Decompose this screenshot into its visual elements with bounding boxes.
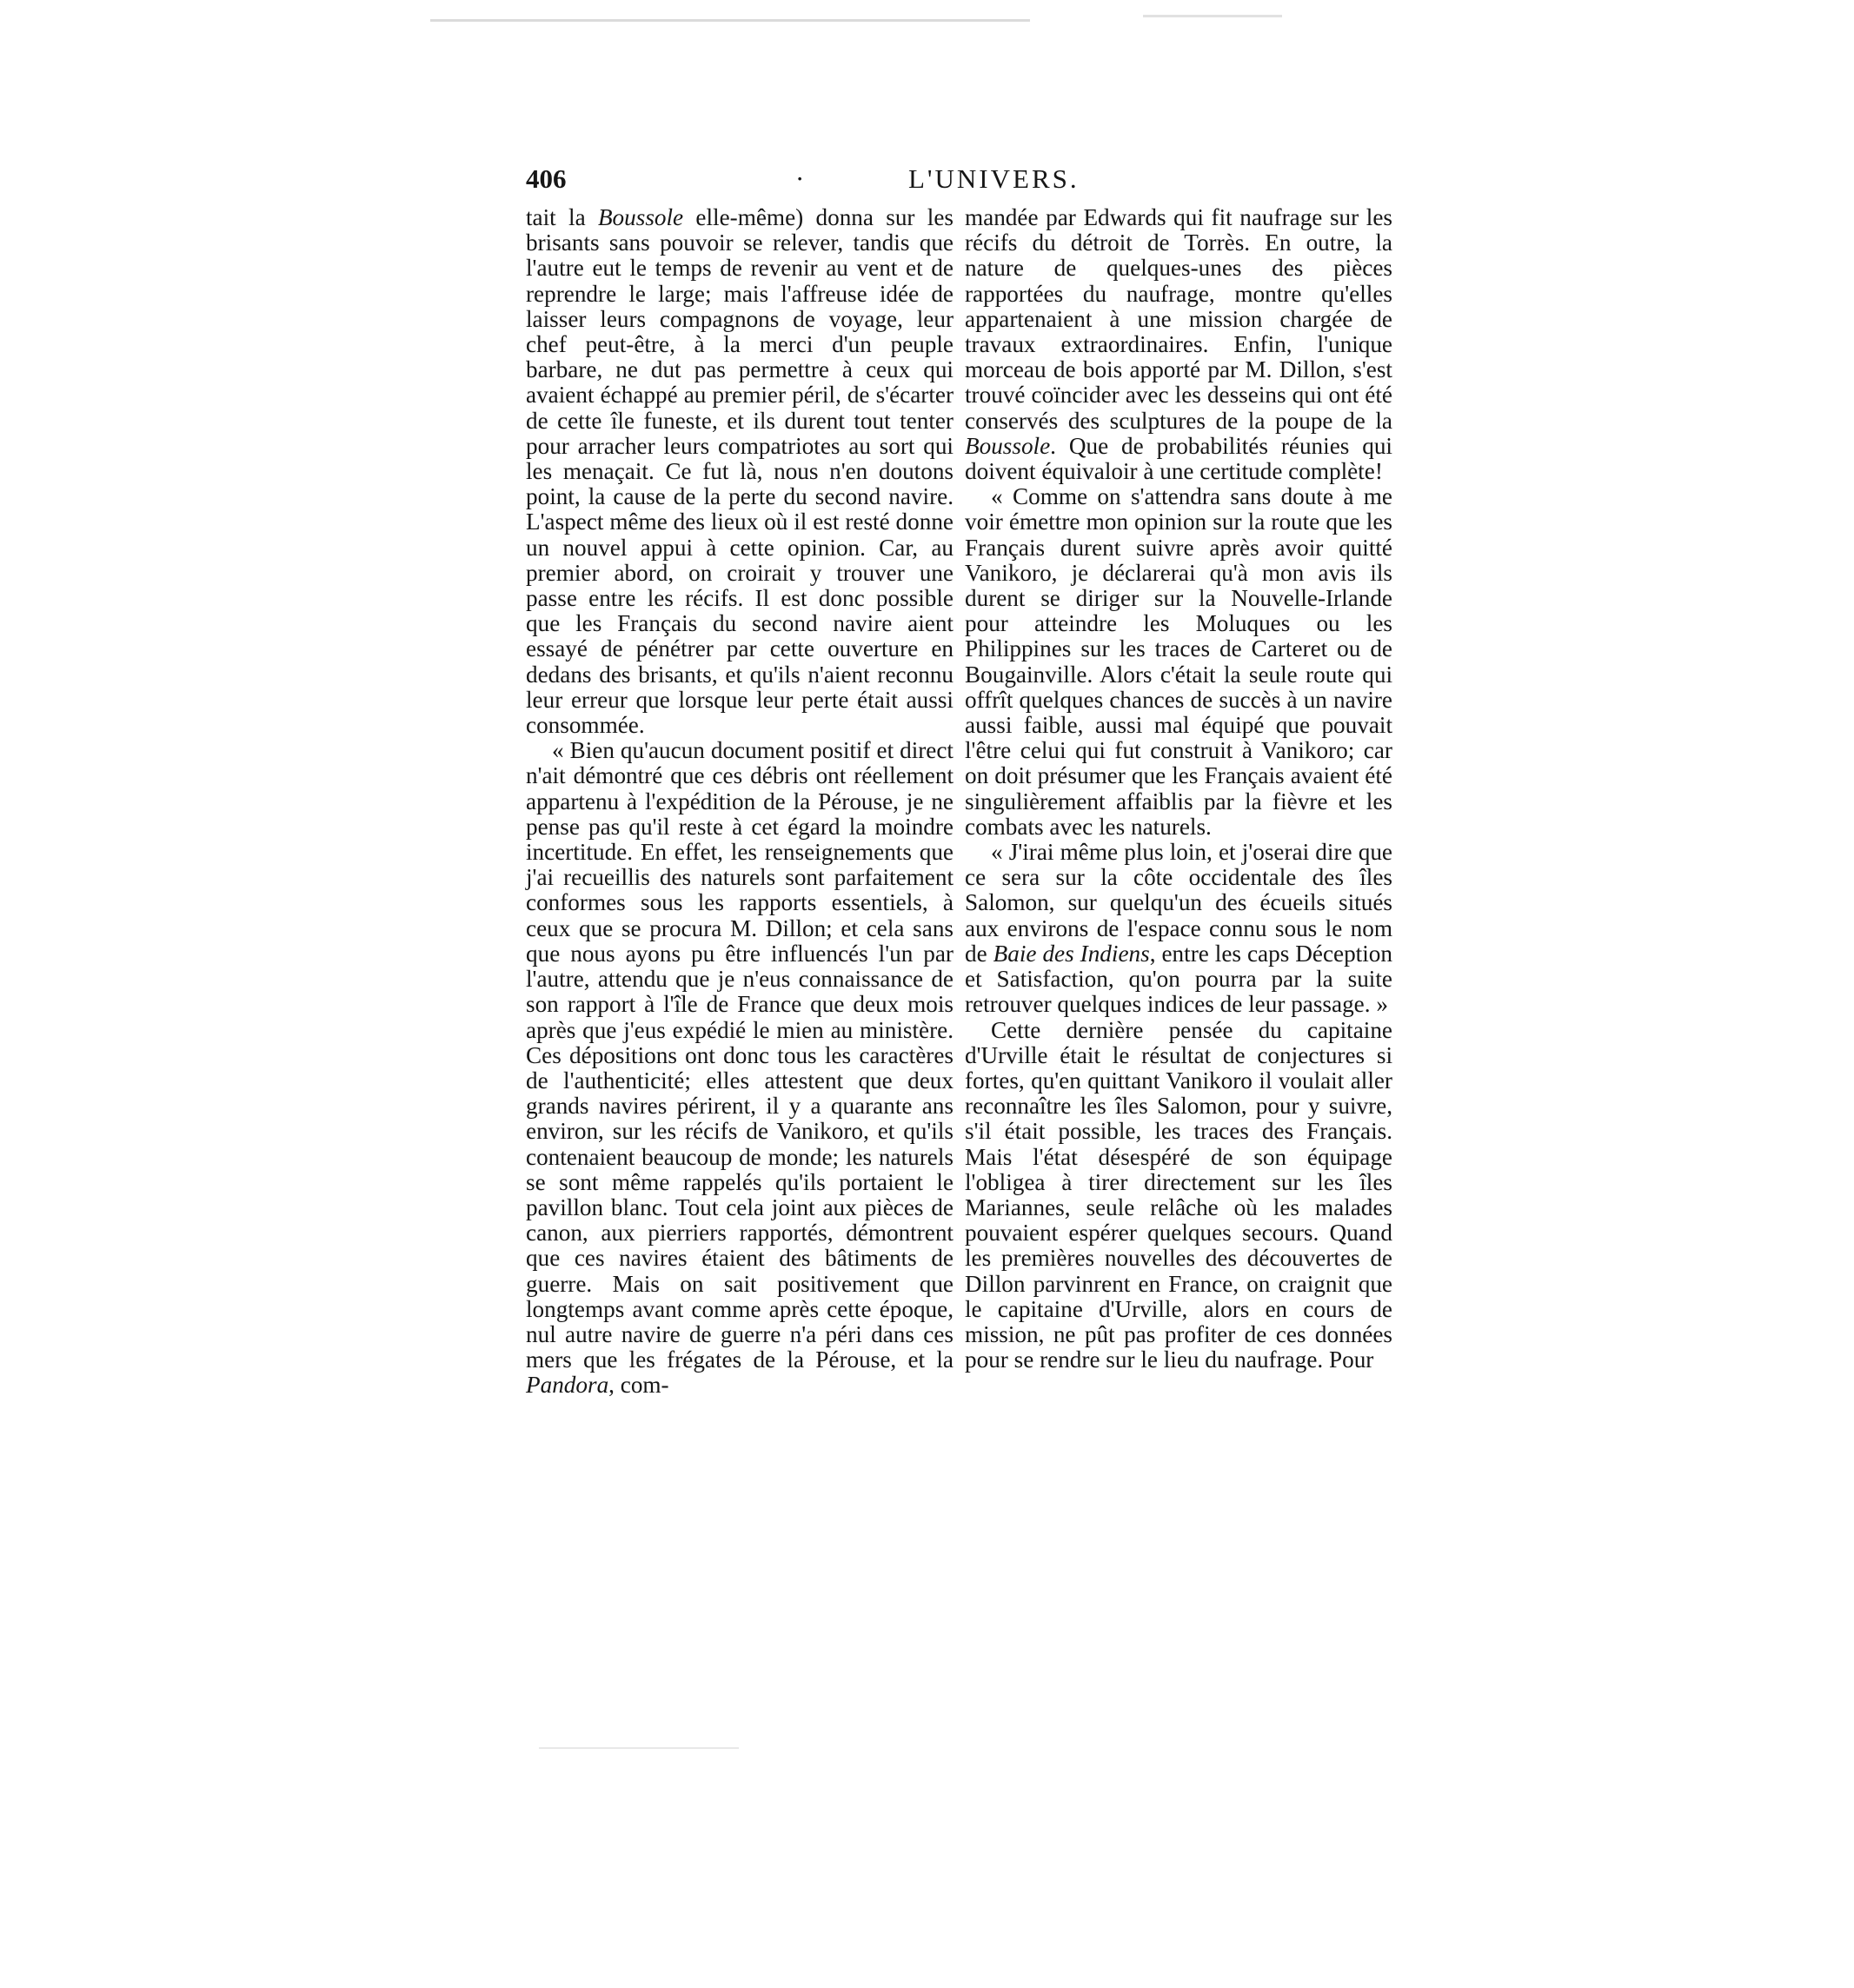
- scan-streak: [1143, 15, 1282, 17]
- italic-text: Pandora: [526, 1372, 609, 1399]
- italic-text: Boussole: [597, 204, 684, 230]
- paragraph: [965, 484, 1392, 840]
- left-column: [526, 205, 954, 1399]
- paragraph: [526, 205, 954, 738]
- text-run: , entre les caps Déception et Satisfaction, qu'on pourra par la suite retrouver quelques indices de leur passage. »: [965, 940, 1392, 1018]
- text-run: « J'irai même plus loin, et j'oserai dire que ce sera sur la côte occidentale des îles Salomon, sur quelqu'un des écueils situés aux environs de l'espace connu sous le nom de: [965, 839, 1392, 967]
- paragraph: [965, 840, 1392, 1017]
- text-run: « Bien qu'aucun document positif et direct n'ait démontré que ces débris ont réellement appartenu à l'expédition de la Pérouse, je ne pense pas qu'il reste à cet égard la moindre incertitude. En effet, les renseignements que j'ai recueillis des naturels sont parfaitement conformes sous les rapports essentiels, à ceux que se procura M. Dillon; et cela sans que nous ayons pu être influencés l'un par l'autre, attendu que je n'eus connaissance de son rapport à l'île de France que deux mois après que j'eus expédié le mien au ministère. Ces dépositions ont donc tous les caractères de l'authenticité; elles attestent que deux grands navires périrent, il y a quarante ans environ, sur les récifs de Vanikoro, et qu'ils contenaient beaucoup de monde; les naturels se sont même rappelés qu'ils portaient le pavillon blanc. Tout cela joint aux pièces de canon, aux pierriers rapportés, démontrent que ces navires étaient des bâtiments de guerre. Mais on sait positivement que longtemps avant comme après cette époque, nul autre navire de guerre n'a péri dans ces mers que les frégates de la Pérouse, et la: [526, 737, 954, 1373]
- italic-text: Baie des Indiens: [993, 940, 1150, 967]
- text-run: Cette dernière pensée du capitaine d'Urville était le résultat de conjectures si fortes, qu'en quittant Vanikoro il voulait aller reconnaître les îles Salomon, pour y suivre, s'il était possible, les traces des Français. Mais l'état désespéré de son équipage l'obligea à tirer directement sur les îles Mariannes, seule relâche où les malades pouvaient espérer quelques secours. Quand les premières nouvelles des découvertes de Dillon parvinrent en France, on craignit que le capitaine d'Urville, alors en cours de mission, ne pût pas profiter de ces données pour se rendre sur le lieu du naufrage. Pour: [965, 1016, 1392, 1373]
- right-column: [965, 205, 1392, 1373]
- text-run: elle-même) donna sur les brisants sans pouvoir se relever, tandis que l'autre eut le temps de revenir au vent et de reprendre le large; mais l'affreuse idée de laisser leurs compagnons de voyage, leur chef peut-être, à la merci d'un peuple barbare, ne dut pas permettre à ceux qui avaient échappé au premier péril, de s'écarter de cette île funeste, et ils durent tout tenter pour arracher leurs compatriotes au sort qui les menaçait. Ce fut là, nous n'en doutons point, la cause de la perte du second navire. L'aspect même des lieux où il est resté donne un nouvel appui à cette opinion. Car, au premier abord, on croirait y trouver une passe entre les récifs. Il est donc possible que les Français du second navire aient essayé de pénétrer par cette ouverture en dedans des brisants, et qu'ils n'aient reconnu leur erreur que lorsque leur perte était aussi consommée.: [526, 204, 954, 739]
- italic-text: Boussole: [965, 432, 1051, 459]
- text-run: « Comme on s'attendra sans doute à me voir émettre mon opinion sur la route que les Français durent suivre après avoir quitté Vanikoro, je déclarerai qu'à mon avis ils durent se diriger sur la Nouvelle-Irlande pour atteindre les Moluques ou les Philippines sur les traces de Carteret ou de Bougainville. Alors c'était la seule route qui offrît quelques chances de succès à un navire aussi faible, aussi mal équipé que pouvait l'être celui qui fut construit à Vanikoro; car on doit présumer que les Français avaient été singulièrement affaiblis par la fièvre et les combats avec les naturels.: [965, 483, 1392, 840]
- page-header: [526, 163, 1386, 207]
- running-title: L'UNIVERS.: [908, 163, 1080, 194]
- paragraph: [965, 1018, 1392, 1373]
- paragraph: [965, 205, 1392, 484]
- text-run: mandée par Edwards qui fit naufrage sur les récifs du détroit de Torrès. En outre, la nature de quelques-unes des pièces rapportées du naufrage, montre qu'elles appartenaient à une mission chargée de travaux extraordinaires. Enfin, l'unique morceau de bois apporté par M. Dillon, s'est trouvé coïncider avec les desseins qui ont été conservés des sculptures de la poupe de la: [965, 204, 1392, 434]
- page-number: 406: [526, 163, 567, 194]
- text-run: tait la: [526, 204, 598, 230]
- text-run: , com-: [608, 1372, 669, 1399]
- scan-streak: [539, 1747, 739, 1749]
- paragraph: [526, 738, 954, 1398]
- header-dot: ·: [795, 163, 805, 194]
- scan-streak: [430, 19, 1030, 22]
- text-run: . Que de probabilités réunies qui doivent équivaloir à une certitude complète!: [965, 432, 1392, 485]
